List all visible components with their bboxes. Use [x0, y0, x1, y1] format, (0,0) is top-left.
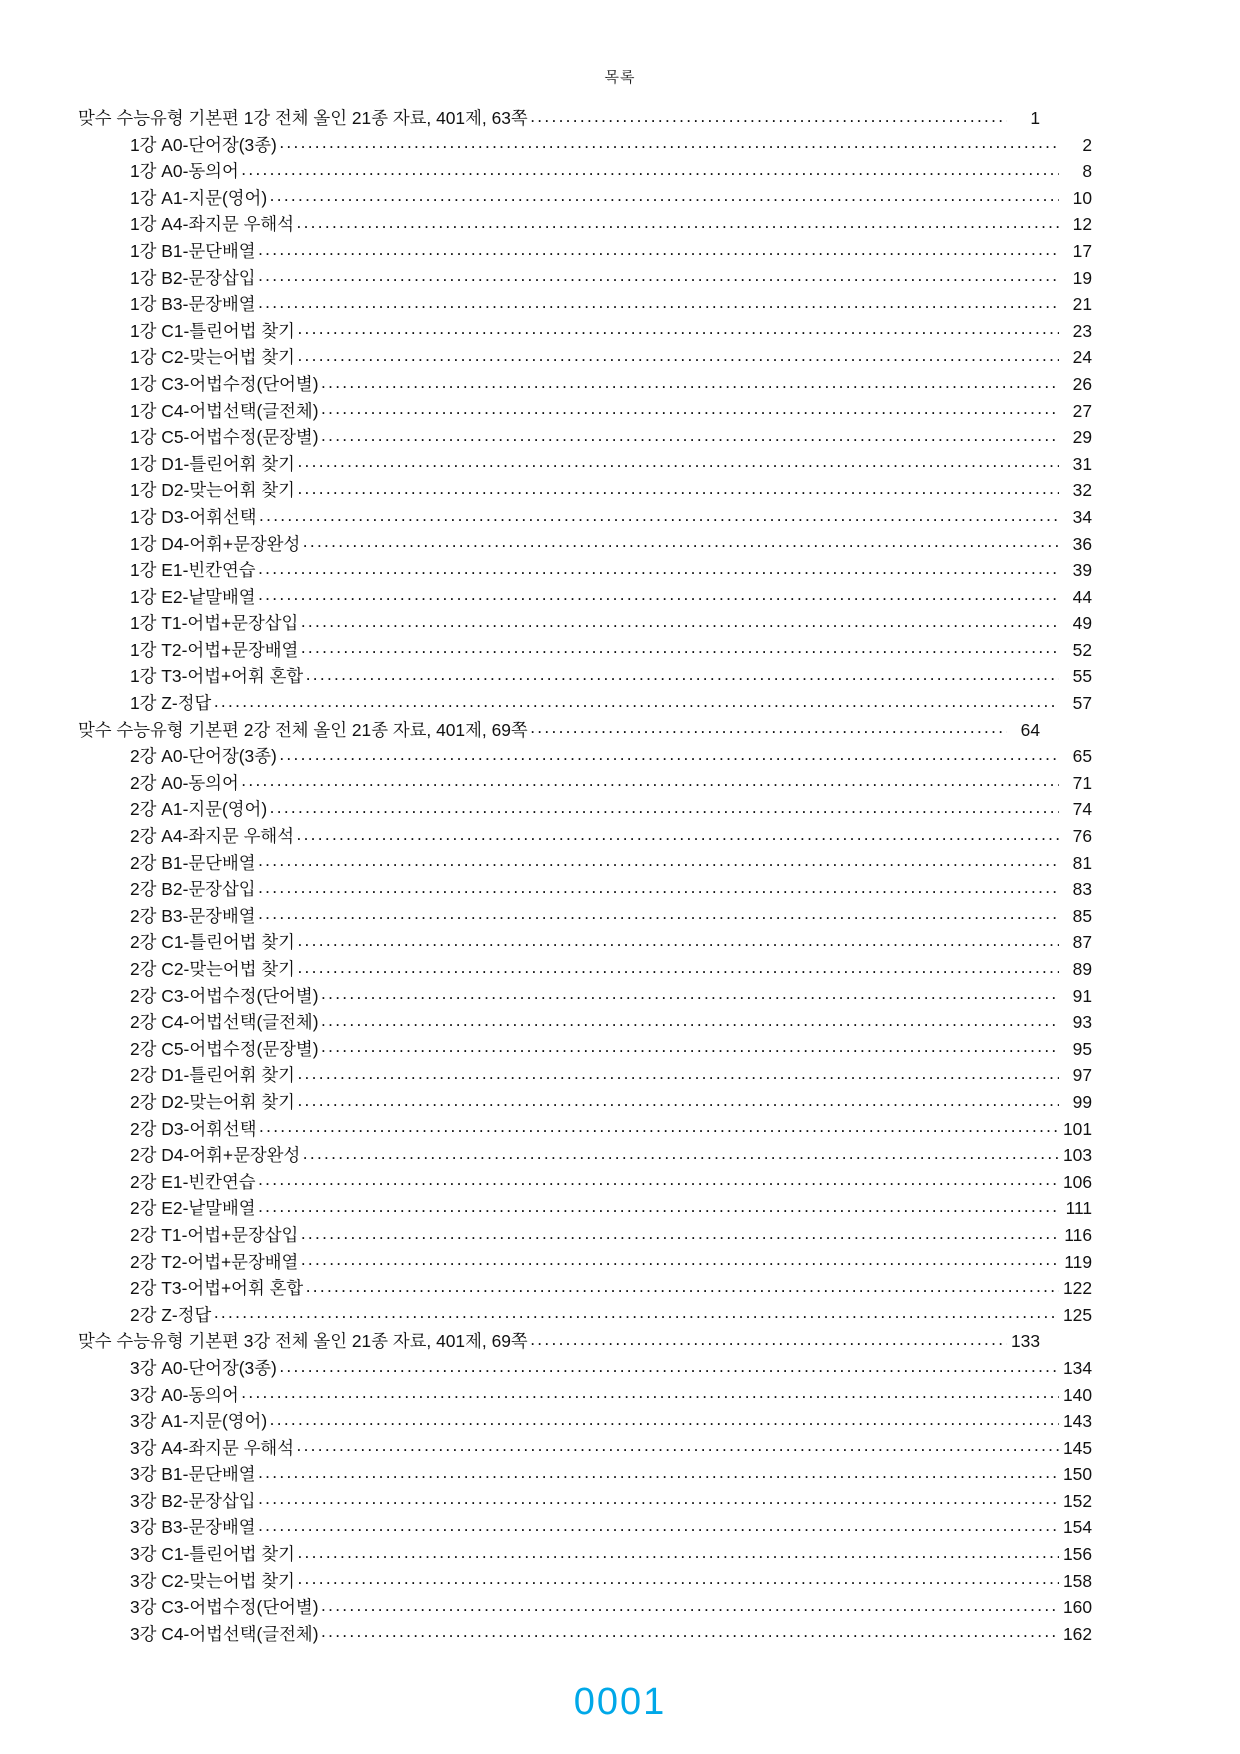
toc-entry-label: 3강 C2-맞는어법 찾기 — [130, 1570, 295, 1591]
toc-entry-label: 2강 Z-정답 — [130, 1304, 212, 1325]
toc-entry-page-number: 85 — [1072, 905, 1092, 926]
toc-leader-dots — [321, 1037, 1059, 1054]
toc-leader-dots — [321, 1596, 1059, 1613]
toc-entry-label: 1강 D4-어휘+문장완성 — [130, 533, 301, 554]
toc-entry-page-number: 152 — [1062, 1490, 1092, 1511]
toc-entry-row[interactable] — [78, 663, 1092, 690]
toc-leader-dots — [258, 1516, 1059, 1533]
toc-entry-page-number: 150 — [1062, 1464, 1092, 1485]
toc-entry-page-number: 52 — [1072, 639, 1092, 660]
toc-entry-label: 1강 E2-낱말배열 — [130, 586, 256, 607]
toc-entry-label: 맞수 수능유형 기본편 3강 전체 올인 21종 자료, 401제, 69쪽 — [78, 1331, 528, 1352]
toc-entry-label: 2강 T1-어법+문장삽입 — [130, 1224, 299, 1245]
toc-entry-label: 1강 T3-어법+어휘 혼합 — [130, 666, 304, 687]
toc-entry-page-number: 39 — [1072, 560, 1092, 581]
toc-entry-label: 2강 A1-지문(영어) — [130, 799, 268, 820]
toc-leader-dots — [530, 107, 1007, 124]
toc-entry-page-number: 74 — [1072, 799, 1092, 820]
toc-leader-dots — [321, 399, 1059, 416]
toc-entry-page-number: 158 — [1062, 1570, 1092, 1591]
toc-entry-row[interactable] — [78, 238, 1092, 265]
toc-entry-label: 3강 A0-단어장(3종) — [130, 1357, 277, 1378]
toc-entry-row[interactable] — [78, 1169, 1092, 1196]
toc-leader-dots — [297, 1091, 1059, 1108]
toc-entry-row[interactable] — [78, 1275, 1092, 1302]
toc-entry-row[interactable] — [78, 770, 1092, 797]
toc-entry-row[interactable] — [78, 1249, 1092, 1276]
toc-entry-row[interactable] — [78, 1062, 1092, 1089]
toc-leader-dots — [258, 1197, 1059, 1214]
toc-entry-row[interactable] — [78, 531, 1092, 558]
toc-leader-dots — [259, 1117, 1059, 1134]
toc-entry-label: 1강 B3-문장배열 — [130, 294, 256, 315]
toc-entry-row[interactable] — [78, 318, 1092, 345]
toc-entry-page-number: 162 — [1062, 1623, 1092, 1644]
toc-entry-row[interactable] — [78, 158, 1092, 185]
toc-entry-page-number: 1 — [1030, 108, 1040, 128]
toc-leader-dots — [296, 1436, 1059, 1453]
toc-leader-dots — [530, 1330, 1007, 1347]
toc-entry-page-number: 17 — [1072, 240, 1092, 261]
toc-entry-row[interactable] — [78, 1222, 1092, 1249]
toc-entry-row[interactable] — [78, 1461, 1092, 1488]
toc-leader-dots — [259, 506, 1059, 523]
page-title: 목록 — [604, 69, 636, 86]
toc-entry-label: 2강 D3-어휘선택 — [130, 1118, 257, 1139]
toc-entry-row[interactable] — [78, 903, 1092, 930]
toc-entry-label: 2강 A4-좌지문 우해석 — [130, 826, 294, 847]
toc-entry-label: 3강 B2-문장삽입 — [130, 1490, 256, 1511]
toc-entry-page-number: 160 — [1062, 1597, 1092, 1618]
toc-leader-dots — [269, 186, 1059, 203]
toc-entry-label: 2강 C3-어법수정(단어별) — [130, 985, 319, 1006]
toc-entry-page-number: 125 — [1062, 1304, 1092, 1325]
footer-page-marker: 0001 — [573, 1681, 667, 1723]
toc-entry-label: 1강 Z-정답 — [130, 693, 212, 714]
toc-entry-row[interactable] — [78, 211, 1092, 238]
toc-entry-label: 1강 C2-맞는어법 찾기 — [130, 347, 295, 368]
toc-entry-label: 1강 A1-지문(영어) — [130, 187, 268, 208]
toc-entry-row[interactable] — [78, 1382, 1092, 1409]
toc-entry-page-number: 87 — [1072, 932, 1092, 953]
toc-entry-label: 1강 T2-어법+문장배열 — [130, 639, 299, 660]
toc-leader-dots — [297, 479, 1059, 496]
toc-entry-label: 1강 C5-어법수정(문장별) — [130, 427, 319, 448]
toc-entry-page-number: 101 — [1062, 1118, 1092, 1139]
toc-entry-page-number: 154 — [1062, 1517, 1092, 1538]
toc-entry-row[interactable] — [78, 1488, 1092, 1515]
toc-entry-page-number: 31 — [1072, 453, 1092, 474]
toc-leader-dots — [300, 1224, 1059, 1241]
toc-entry-label: 3강 C3-어법수정(단어별) — [130, 1597, 319, 1618]
toc-entry-row[interactable] — [78, 823, 1092, 850]
toc-entry-row[interactable] — [78, 690, 1092, 717]
toc-entry-row[interactable] — [78, 291, 1092, 318]
toc-leader-dots — [279, 745, 1059, 762]
toc-leader-dots — [300, 612, 1059, 629]
toc-section-row[interactable] — [78, 717, 1040, 744]
toc-entry-label: 3강 B3-문장배열 — [130, 1517, 256, 1538]
toc-leader-dots — [269, 798, 1059, 815]
toc-entry-page-number: 133 — [1010, 1331, 1040, 1352]
toc-entry-row[interactable] — [78, 1089, 1092, 1116]
toc-entry-row[interactable] — [78, 132, 1092, 159]
toc-leader-dots — [269, 1410, 1059, 1427]
toc-leader-dots — [321, 373, 1059, 390]
toc-entry-label: 2강 C5-어법수정(문장별) — [130, 1038, 319, 1059]
toc-leader-dots — [241, 160, 1059, 177]
toc-entry-row[interactable] — [78, 1621, 1092, 1648]
toc-entry-row[interactable] — [78, 1036, 1092, 1063]
toc-entry-label: 1강 A0-단어장(3종) — [130, 134, 277, 155]
toc-entry-page-number: 55 — [1072, 666, 1092, 687]
toc-entry-page-number: 12 — [1072, 214, 1092, 235]
toc-entry-label: 1강 A0-동의어 — [130, 161, 239, 182]
toc-leader-dots — [305, 1277, 1059, 1294]
toc-entry-label: 1강 C3-어법수정(단어별) — [130, 373, 319, 394]
toc-entry-label: 2강 C4-어법선택(글전체) — [130, 1012, 319, 1033]
toc-entry-row[interactable] — [78, 1302, 1092, 1329]
toc-leader-dots — [300, 1250, 1059, 1267]
toc-leader-dots — [305, 665, 1059, 682]
toc-entry-page-number: 21 — [1072, 294, 1092, 315]
toc-entry-row[interactable] — [78, 1355, 1092, 1382]
toc-entry-page-number: 27 — [1072, 400, 1092, 421]
toc-leader-dots — [297, 346, 1059, 363]
toc-entry-page-number: 44 — [1072, 586, 1092, 607]
toc-leader-dots — [258, 266, 1059, 283]
toc-leader-dots — [297, 1569, 1059, 1586]
toc-leader-dots — [258, 585, 1059, 602]
toc-entry-page-number: 26 — [1072, 373, 1092, 394]
toc-section-row[interactable] — [78, 105, 1040, 132]
toc-entry-row[interactable] — [78, 1568, 1092, 1595]
toc-leader-dots — [300, 638, 1059, 655]
toc-entry-row[interactable] — [78, 1408, 1092, 1435]
toc-leader-dots — [241, 1383, 1059, 1400]
toc-entry-label: 3강 A4-좌지문 우해석 — [130, 1437, 294, 1458]
toc-leader-dots — [297, 452, 1059, 469]
toc-entry-row[interactable] — [78, 265, 1092, 292]
toc-leader-dots — [258, 559, 1059, 576]
toc-entry-row[interactable] — [78, 1541, 1092, 1568]
toc-entry-label: 3강 B1-문단배열 — [130, 1464, 256, 1485]
toc-entry-row[interactable] — [78, 956, 1092, 983]
toc-entry-page-number: 19 — [1072, 267, 1092, 288]
toc-entry-page-number: 49 — [1072, 613, 1092, 634]
toc-leader-dots — [213, 1303, 1059, 1320]
toc-leader-dots — [258, 1463, 1059, 1480]
toc-entry-row[interactable] — [78, 557, 1092, 584]
toc-entry-page-number: 106 — [1062, 1171, 1092, 1192]
toc-entry-label: 2강 C2-맞는어법 찾기 — [130, 959, 295, 979]
toc-leader-dots — [241, 771, 1059, 788]
toc-leader-dots — [279, 133, 1059, 150]
toc-entry-row[interactable] — [78, 185, 1092, 212]
toc-leader-dots — [296, 213, 1059, 230]
toc-entry-page-number: 103 — [1062, 1145, 1092, 1166]
toc-entry-row[interactable] — [78, 983, 1092, 1010]
toc-leader-dots — [297, 1543, 1059, 1560]
toc-section-row[interactable] — [78, 1328, 1040, 1355]
toc-entry-page-number: 143 — [1062, 1411, 1092, 1432]
toc-leader-dots — [258, 1489, 1059, 1506]
toc-leader-dots — [258, 1170, 1059, 1187]
toc-leader-dots — [297, 931, 1059, 948]
toc-entry-page-number: 91 — [1072, 985, 1092, 1006]
toc-entry-label: 맞수 수능유형 기본편 1강 전체 올인 21종 자료, 401제, 63쪽 — [78, 108, 528, 128]
toc-entry-page-number: 93 — [1072, 1012, 1092, 1033]
toc-leader-dots — [302, 1144, 1059, 1161]
toc-entry-label: 3강 A0-동의어 — [130, 1384, 239, 1405]
toc-entry-row[interactable] — [78, 344, 1092, 371]
toc-entry-label: 2강 T2-어법+문장배열 — [130, 1251, 299, 1272]
toc-entry-page-number: 134 — [1062, 1357, 1092, 1378]
toc-entry-page-number: 71 — [1072, 772, 1092, 793]
toc-entry-page-number: 140 — [1062, 1384, 1092, 1405]
toc-leader-dots — [302, 532, 1059, 549]
toc-entry-row[interactable] — [78, 637, 1092, 664]
toc-entry-label: 2강 T3-어법+어휘 혼합 — [130, 1278, 304, 1299]
toc-leader-dots — [258, 904, 1059, 921]
toc-leader-dots — [297, 958, 1059, 975]
toc-entry-label: 1강 A4-좌지문 우해석 — [130, 214, 294, 235]
toc-entry-page-number: 64 — [1020, 719, 1040, 740]
toc-entry-page-number: 116 — [1064, 1224, 1092, 1245]
toc-entry-row[interactable] — [78, 796, 1092, 823]
toc-entry-page-number: 95 — [1072, 1038, 1092, 1059]
toc-leader-dots — [258, 878, 1059, 895]
toc-entry-row[interactable] — [78, 876, 1092, 903]
toc-entry-label: 2강 D2-맞는어휘 찾기 — [130, 1091, 295, 1112]
toc-entry-row[interactable] — [78, 371, 1092, 398]
toc-entry-label: 맞수 수능유형 기본편 2강 전체 올인 21종 자료, 401제, 69쪽 — [78, 719, 528, 740]
toc-entry-label: 1강 B2-문장삽입 — [130, 267, 256, 288]
toc-entry-label: 2강 B3-문장배열 — [130, 905, 256, 926]
table-of-contents — [0, 87, 1240, 1647]
toc-entry-page-number: 10 — [1072, 187, 1092, 208]
toc-leader-dots — [321, 426, 1059, 443]
toc-entry-label: 1강 D3-어휘선택 — [130, 506, 257, 527]
toc-entry-label: 1강 D2-맞는어휘 찾기 — [130, 480, 295, 501]
toc-entry-label: 2강 E2-낱말배열 — [130, 1198, 256, 1219]
toc-entry-label: 3강 C1-틀린어법 찾기 — [130, 1544, 295, 1565]
toc-entry-row[interactable] — [78, 743, 1092, 770]
toc-leader-dots — [258, 240, 1059, 257]
toc-entry-row[interactable] — [78, 504, 1092, 531]
toc-entry-row[interactable] — [78, 850, 1092, 877]
toc-entry-page-number: 65 — [1072, 746, 1092, 767]
toc-entry-page-number: 83 — [1072, 879, 1092, 900]
toc-entry-row[interactable] — [78, 1142, 1092, 1169]
toc-leader-dots — [321, 1011, 1059, 1028]
toc-entry-row[interactable] — [78, 1195, 1092, 1222]
toc-entry-page-number: 76 — [1072, 826, 1092, 847]
toc-leader-dots — [297, 1064, 1059, 1081]
toc-entry-label: 1강 E1-빈칸연습 — [130, 560, 256, 581]
toc-leader-dots — [258, 293, 1059, 310]
toc-entry-page-number: 99 — [1072, 1091, 1092, 1112]
toc-entry-page-number: 89 — [1072, 959, 1092, 979]
toc-leader-dots — [213, 692, 1059, 709]
toc-entry-label: 2강 D4-어휘+문장완성 — [130, 1145, 301, 1166]
toc-entry-page-number: 29 — [1072, 427, 1092, 448]
toc-entry-label: 2강 B2-문장삽입 — [130, 879, 256, 900]
toc-entry-label: 2강 E1-빈칸연습 — [130, 1171, 256, 1192]
toc-entry-row[interactable] — [78, 1594, 1092, 1621]
toc-entry-page-number: 122 — [1062, 1278, 1092, 1299]
toc-entry-label: 2강 B1-문단배열 — [130, 852, 256, 873]
toc-entry-label: 3강 C4-어법선택(글전체) — [130, 1623, 319, 1644]
toc-entry-label: 2강 C1-틀린어법 찾기 — [130, 932, 295, 953]
toc-entry-label: 1강 D1-틀린어휘 찾기 — [130, 453, 295, 474]
toc-entry-label: 3강 A1-지문(영어) — [130, 1411, 268, 1432]
toc-entry-page-number: 34 — [1072, 506, 1092, 527]
toc-entry-page-number: 32 — [1072, 480, 1092, 501]
toc-entry-label: 1강 C1-틀린어법 찾기 — [130, 320, 295, 341]
toc-entry-page-number: 156 — [1062, 1544, 1092, 1565]
toc-leader-dots — [321, 984, 1059, 1001]
toc-entry-row[interactable] — [78, 929, 1092, 956]
toc-entry-label: 2강 D1-틀린어휘 찾기 — [130, 1065, 295, 1086]
toc-entry-page-number: 24 — [1072, 347, 1092, 368]
toc-entry-row[interactable] — [78, 610, 1092, 637]
toc-entry-page-number: 2 — [1082, 134, 1092, 155]
toc-entry-page-number: 8 — [1082, 161, 1092, 182]
toc-entry-label: 1강 B1-문단배열 — [130, 240, 256, 261]
toc-entry-row[interactable] — [78, 1116, 1092, 1143]
toc-entry-page-number: 57 — [1072, 693, 1092, 714]
toc-entry-row[interactable] — [78, 477, 1092, 504]
toc-entry-row[interactable] — [78, 1514, 1092, 1541]
toc-leader-dots — [296, 825, 1059, 842]
toc-entry-row[interactable] — [78, 424, 1092, 451]
toc-entry-row[interactable] — [78, 1435, 1092, 1462]
toc-entry-label: 2강 A0-단어장(3종) — [130, 746, 277, 767]
toc-entry-page-number: 81 — [1072, 852, 1092, 873]
toc-entry-row[interactable] — [78, 451, 1092, 478]
toc-entry-page-number: 23 — [1072, 320, 1092, 341]
toc-leader-dots — [321, 1622, 1059, 1639]
toc-entry-label: 1강 T1-어법+문장삽입 — [130, 613, 299, 634]
toc-leader-dots — [279, 1357, 1059, 1374]
toc-entry-row[interactable] — [78, 1009, 1092, 1036]
toc-entry-page-number: 111 — [1065, 1198, 1092, 1219]
toc-leader-dots — [258, 851, 1059, 868]
toc-entry-row[interactable] — [78, 584, 1092, 611]
toc-entry-page-number: 119 — [1064, 1251, 1092, 1272]
toc-entry-page-number: 36 — [1072, 533, 1092, 554]
toc-leader-dots — [297, 319, 1059, 336]
toc-entry-page-number: 145 — [1062, 1437, 1092, 1458]
toc-entry-row[interactable] — [78, 398, 1092, 425]
toc-entry-label: 1강 C4-어법선택(글전체) — [130, 400, 319, 421]
toc-entry-page-number: 97 — [1072, 1065, 1092, 1086]
toc-entry-label: 2강 A0-동의어 — [130, 772, 239, 793]
toc-leader-dots — [530, 718, 1007, 735]
